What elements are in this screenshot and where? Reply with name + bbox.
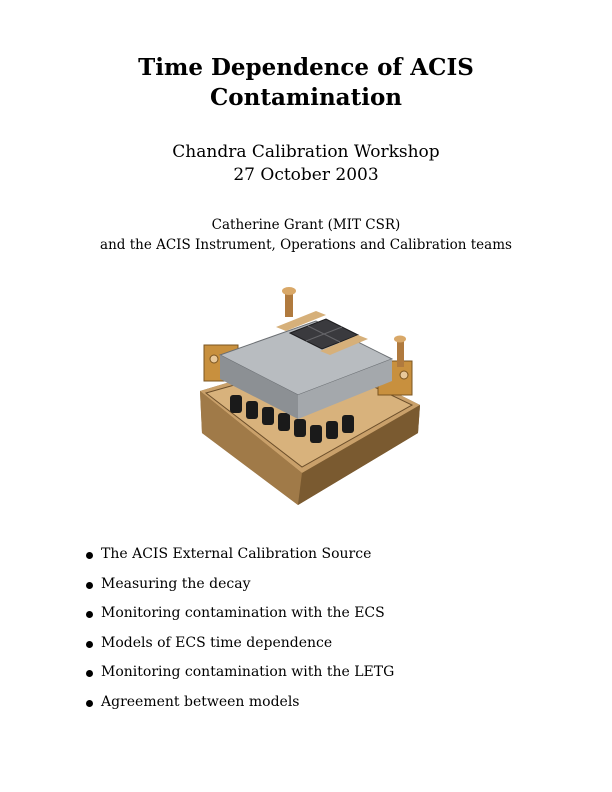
- list-item: Models of ECS time dependence: [84, 635, 394, 665]
- list-item: The ACIS External Calibration Source: [84, 546, 394, 576]
- list-item: Monitoring contamination with the LETG: [84, 664, 394, 694]
- title-line-2: Contamination: [209, 84, 403, 111]
- bullet-icon: [86, 552, 93, 559]
- author-teams: and the ACIS Instrument, Operations and Calibration teams: [100, 237, 512, 253]
- title-line-1: Time Dependence of ACIS: [138, 54, 474, 81]
- bullet-icon: [86, 611, 93, 618]
- list-item: Measuring the decay: [84, 576, 394, 606]
- page-title: [0, 53, 612, 113]
- bullet-icon: [86, 670, 93, 677]
- event-name: Chandra Calibration Workshop: [172, 142, 440, 162]
- list-item: Monitoring contamination with the ECS: [84, 605, 394, 635]
- list-item: Agreement between models: [84, 694, 394, 724]
- event-block: [0, 141, 612, 187]
- outline-list: [84, 546, 394, 723]
- bullet-icon: [86, 582, 93, 589]
- bullet-icon: [86, 700, 93, 707]
- author-block: [0, 215, 612, 255]
- author-primary: Catherine Grant (MIT CSR): [211, 217, 401, 233]
- acis-instrument-photo: [190, 283, 424, 511]
- bullet-icon: [86, 641, 93, 648]
- event-date: 27 October 2003: [233, 165, 379, 185]
